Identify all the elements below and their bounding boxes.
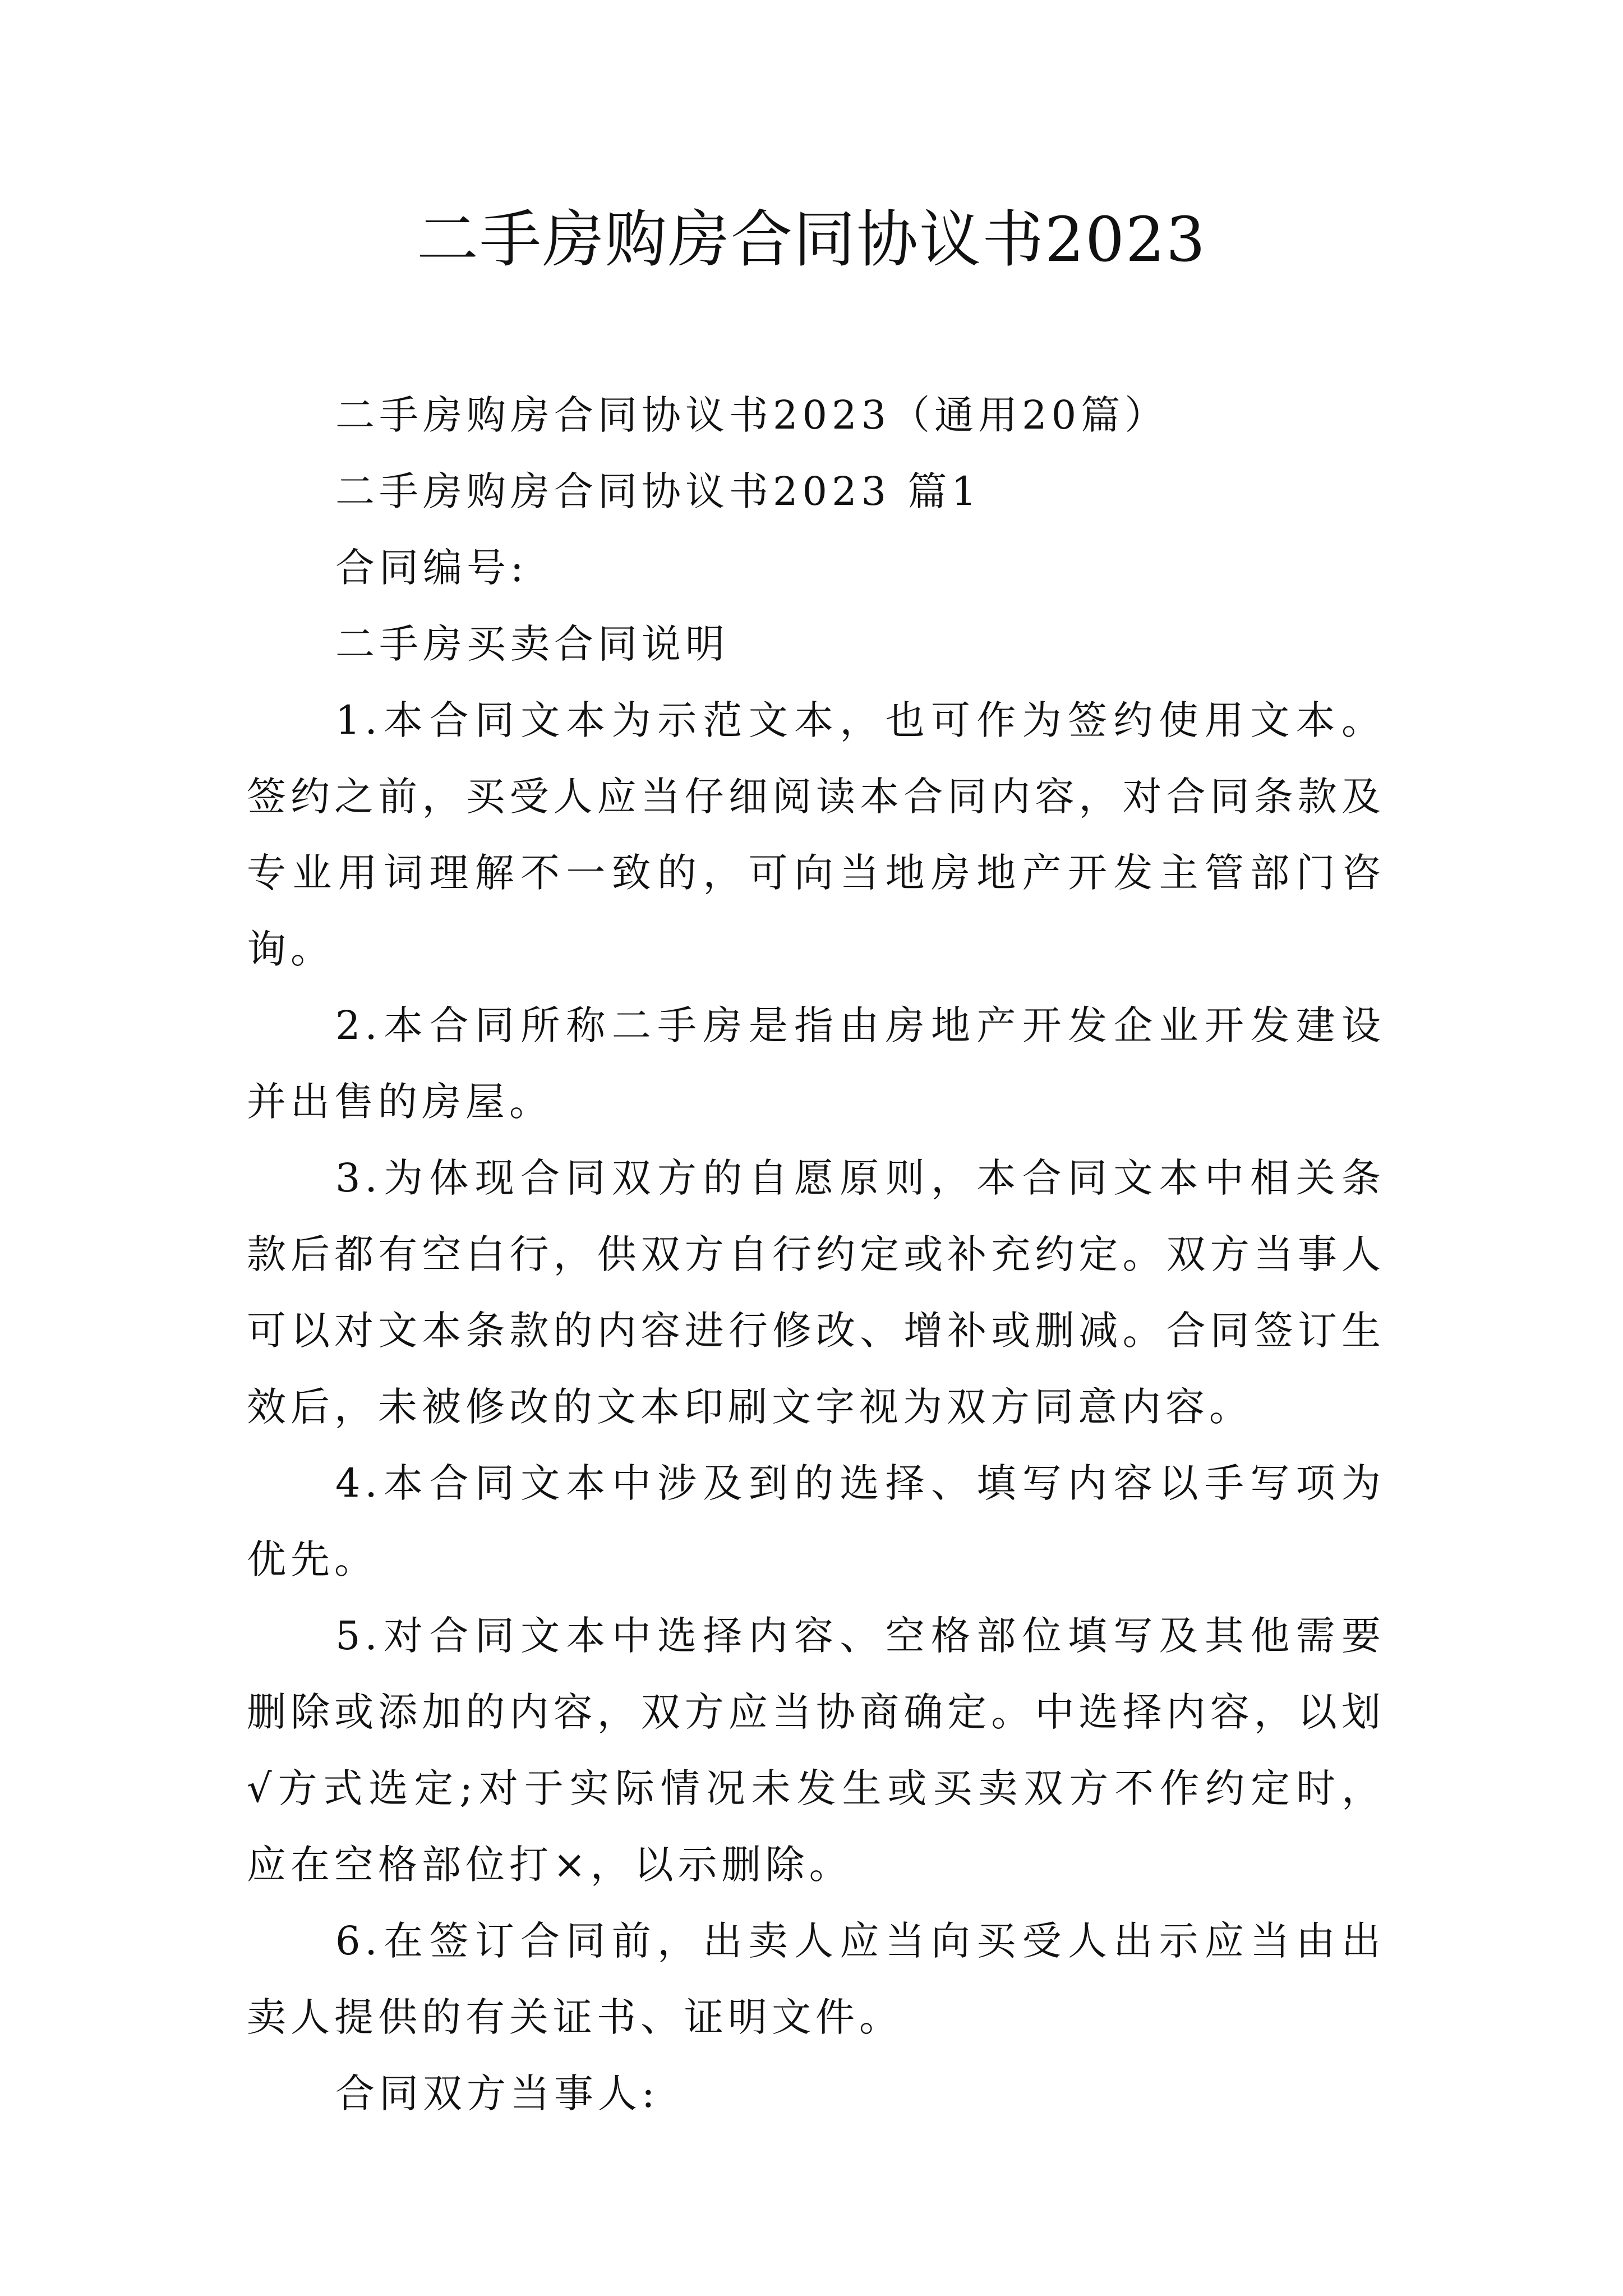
paragraph-item-6: 6.在签订合同前，出卖人应当向买受人出示应当由出卖人提供的有关证书、证明文件。 <box>247 1918 1385 2040</box>
paragraph-section-heading: 二手房购房合同协议书2023 篇1 <box>335 468 981 514</box>
paragraph-item-2: 2.本合同所称二手房是指由房地产开发企业开发建设并出售的房屋。 <box>247 1002 1385 1125</box>
paragraph-subtitle: 二手房购房合同协议书2023（通用20篇） <box>335 392 1169 438</box>
paragraph-instructions-heading: 二手房买卖合同说明 <box>335 621 729 667</box>
paragraph-item-3: 3.为体现合同双方的自愿原则，本合同文本中相关条款后都有空白行，供双方自行约定或补充约定。双方当事人可以对文本条款的内容进行修改、增补或删减。合同签订生效后，未被修改的文本印刷文字视为双方同意内容。 <box>247 1155 1385 1430</box>
paragraph-item-4: 4.本合同文本中涉及到的选择、填写内容以手写项为优先。 <box>247 1460 1385 1582</box>
document-title: 二手房购房合同协议书2023 <box>417 204 1206 275</box>
document-body <box>247 377 1385 2132</box>
paragraph-parties: 合同双方当事人: <box>335 2070 660 2116</box>
paragraph-item-1: 1.本合同文本为示范文本，也可作为签约使用文本。签约之前，买受人应当仔细阅读本合同内容，对合同条款及专业用词理解不一致的，可向当地房地产开发主管部门咨询。 <box>247 697 1385 972</box>
paragraph-item-5: 5.对合同文本中选择内容、空格部位填写及其他需要删除或添加的内容，双方应当协商确定。中选择内容，以划√方式选定;对于实际情况未发生或买卖双方不作约定时，应在空格部位打×，以示删除。 <box>247 1613 1385 1888</box>
paragraph-contract-number: 合同编号: <box>335 545 528 591</box>
